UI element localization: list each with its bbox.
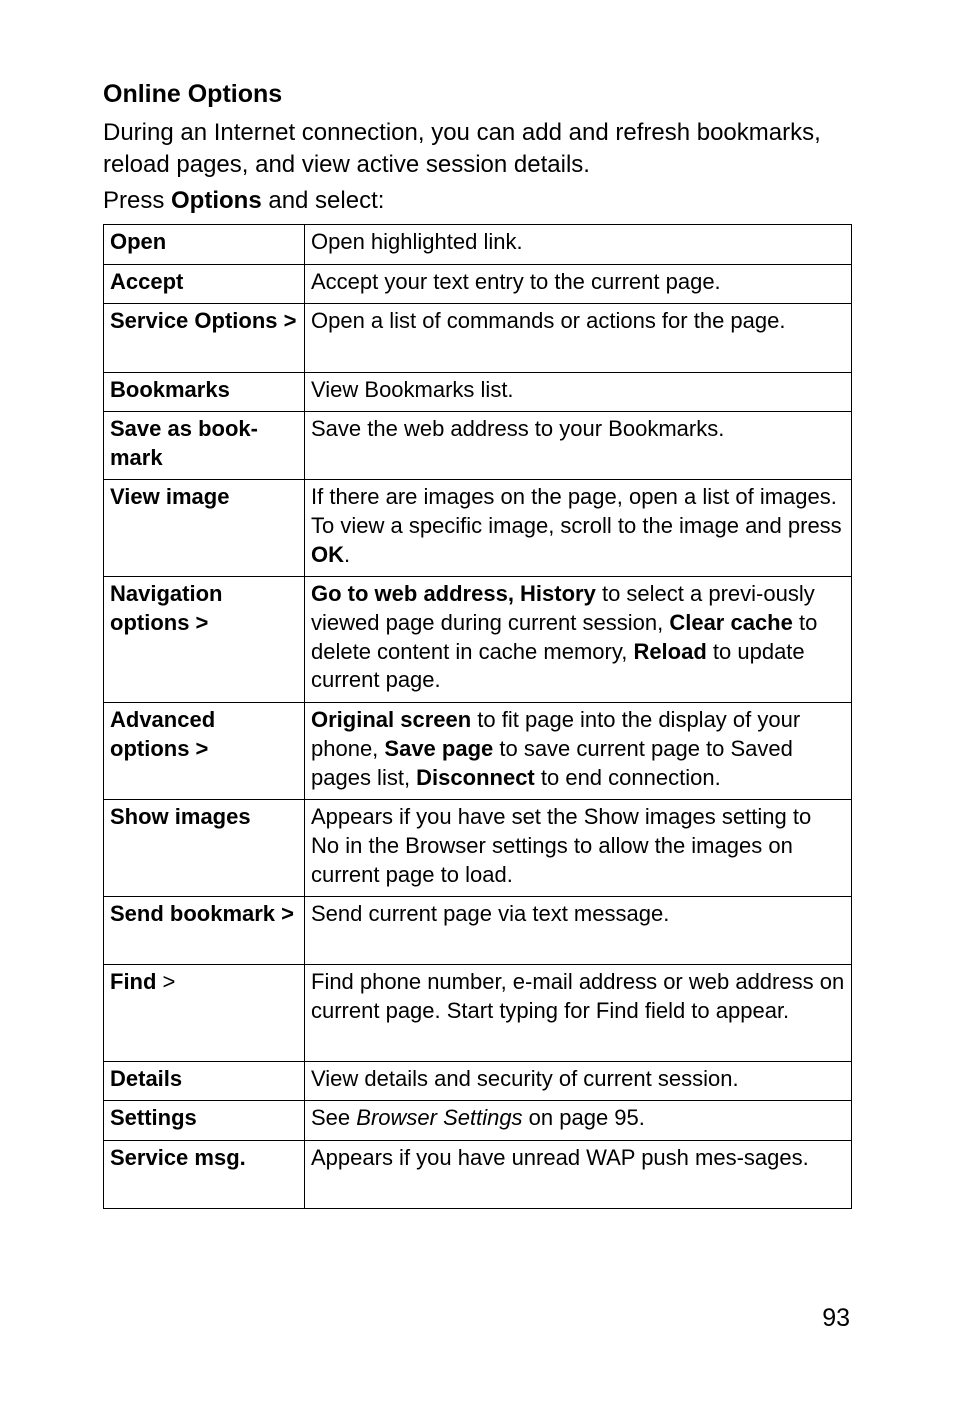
option-description-cell: [305, 265, 852, 304]
option-name-cell: [104, 304, 305, 373]
text-run: Bookmarks: [110, 377, 230, 402]
text-run: on page 95.: [522, 1105, 645, 1130]
option-name-cell: [104, 412, 305, 480]
text-run: Accept: [110, 269, 184, 294]
table-row: [104, 897, 852, 965]
option-description-cell: [305, 373, 852, 412]
option-description-cell: [305, 1141, 852, 1209]
press-options-instruction: [103, 185, 384, 217]
table-row: [104, 1101, 852, 1141]
table-row: [104, 800, 852, 897]
option-name-cell: [104, 703, 305, 800]
option-name-cell: [104, 1062, 305, 1101]
intro-paragraph: During an Internet connection, you can add and refresh bookmarks, reload pages, and view active session details.: [103, 119, 821, 178]
option-name-cell: [104, 1141, 305, 1209]
page-number: 93: [822, 1304, 850, 1332]
text-run: Send bookmark >: [110, 901, 295, 926]
table-row: [104, 225, 852, 265]
text-run: Open a list of commands or actions for the page.: [311, 308, 786, 333]
text-run: to save current page to Saved pages list,: [311, 735, 793, 790]
option-name-cell: [104, 1101, 305, 1141]
online-options-table: [103, 224, 852, 1209]
text-run: Save page: [384, 735, 494, 761]
text-run: to select a previ-ously viewed page during current session,: [311, 581, 815, 635]
table-row: [104, 265, 852, 304]
text-run: OK: [311, 541, 344, 567]
option-name-cell: [104, 577, 305, 703]
option-description-cell: [305, 225, 852, 265]
text-run: If there are images on the page, open a list of images. To view a specific image, scroll to the image and press: [311, 484, 842, 538]
text-run: Send current page via text message.: [311, 901, 670, 926]
option-description-cell: [305, 480, 852, 577]
table-row: [104, 373, 852, 412]
option-name-cell: [104, 897, 305, 965]
text-run: View image: [110, 484, 230, 509]
table-row: [104, 1062, 852, 1101]
text-run: Open: [110, 229, 167, 254]
option-description-cell: [305, 1101, 852, 1141]
text-run: See: [311, 1105, 357, 1130]
options-table-body: [104, 225, 852, 1209]
text-run: Settings: [110, 1105, 197, 1130]
table-row: [104, 304, 852, 373]
text-run: View details and security of current session.: [311, 1066, 739, 1091]
text-run: Navigation options >: [110, 581, 223, 635]
table-row: [104, 480, 852, 577]
option-description-cell: [305, 304, 852, 373]
text-run: Save as book-mark: [110, 416, 258, 470]
text-run: Service msg.: [110, 1145, 246, 1170]
option-description-cell: [305, 897, 852, 965]
text-run: Open highlighted link.: [311, 229, 523, 254]
text-run: Details: [110, 1066, 183, 1091]
text-run: Disconnect: [416, 764, 535, 790]
table-row: [104, 412, 852, 480]
table-row: [104, 577, 852, 703]
option-description-cell: [305, 703, 852, 800]
text-run: to update current page.: [311, 638, 805, 693]
text-run: Appears if you have set the Show images setting to No in the Browser settings to allow the images on current page to load.: [311, 804, 812, 887]
table-row: [104, 703, 852, 800]
option-description-cell: [305, 800, 852, 897]
option-description-cell: [305, 577, 852, 703]
text-run: Clear cache: [669, 609, 793, 635]
text-run: Find: [110, 969, 157, 994]
text-run: Show images: [110, 804, 251, 829]
option-name-cell: [104, 480, 305, 577]
option-name-cell: [104, 965, 305, 1062]
text-run: to end connection.: [534, 764, 721, 790]
text-run: Go to web address, History: [311, 581, 596, 606]
press-prefix: Press: [103, 187, 172, 214]
text-run: Original screen: [311, 707, 472, 732]
text-run: Browser Settings: [356, 1105, 523, 1130]
option-description-cell: [305, 412, 852, 480]
text-run: .: [344, 541, 351, 567]
table-row: [104, 965, 852, 1062]
option-name-cell: [104, 225, 305, 265]
text-run: to delete content in cache memory,: [311, 609, 818, 664]
text-run: Appears if you have unread WAP push mes-sages.: [311, 1145, 809, 1170]
option-name-cell: [104, 373, 305, 412]
text-run: Advanced options >: [110, 707, 216, 761]
options-key-label: Options: [171, 187, 262, 214]
text-run: Accept your text entry to the current page.: [311, 269, 721, 294]
text-run: View Bookmarks list.: [311, 377, 514, 402]
press-suffix: and select:: [261, 187, 385, 214]
option-description-cell: [305, 1062, 852, 1101]
text-run: Save the web address to your Bookmarks.: [311, 416, 725, 441]
page-title: Online Options: [103, 80, 283, 108]
text-run: Reload: [633, 638, 707, 664]
option-name-cell: [104, 800, 305, 897]
text-run: >: [156, 969, 176, 994]
text-run: Find phone number, e-mail address or web address on current page. Start typing for Find field to appear.: [311, 969, 845, 1023]
option-description-cell: [305, 965, 852, 1062]
text-run: to fit page into the display of your phone,: [311, 707, 801, 761]
option-name-cell: [104, 265, 305, 304]
text-run: Service Options >: [110, 308, 297, 333]
table-row: [104, 1141, 852, 1209]
